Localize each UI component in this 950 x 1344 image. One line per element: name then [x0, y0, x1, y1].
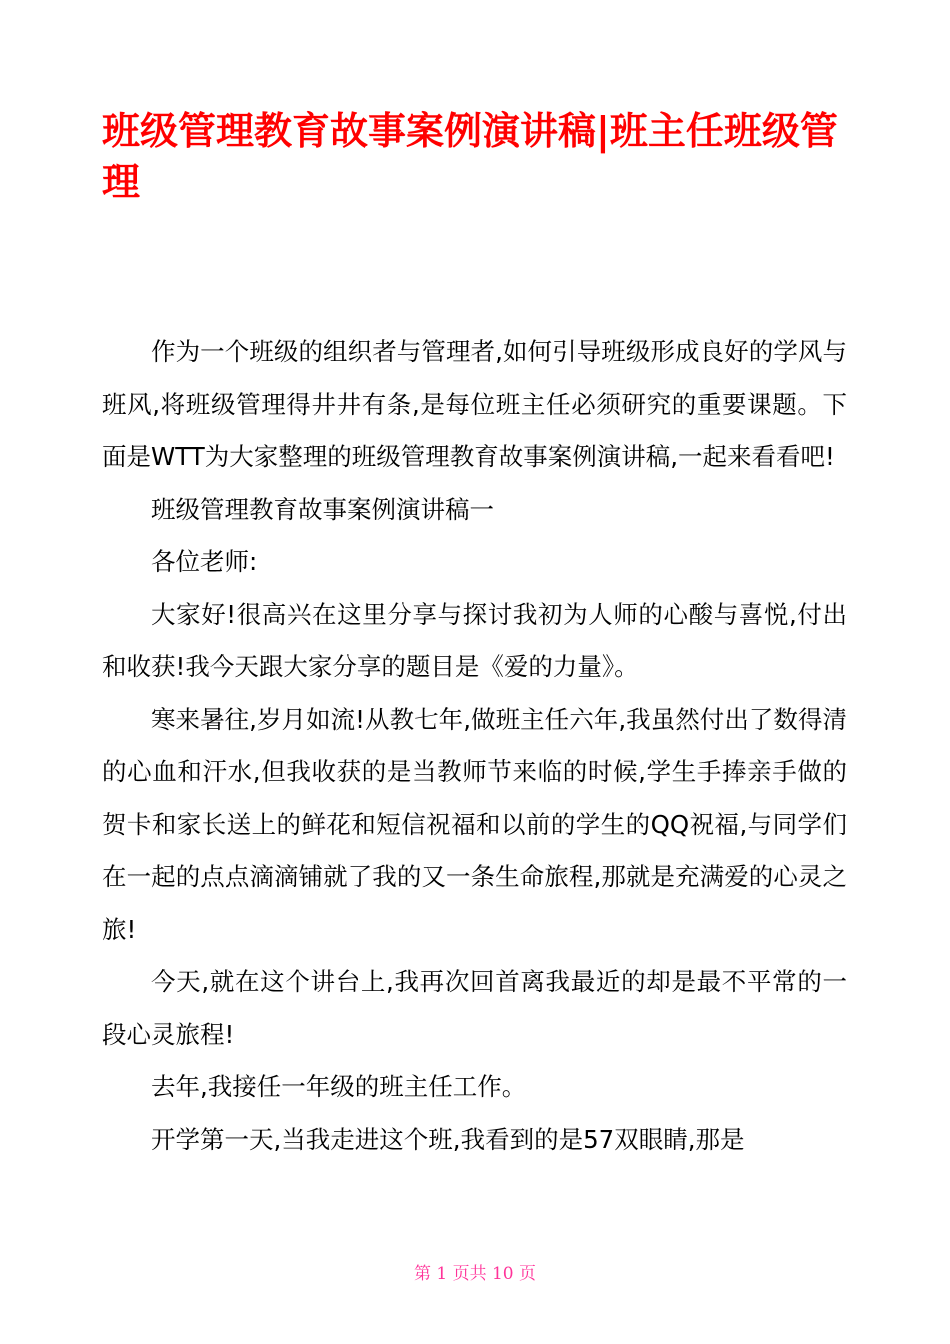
document-body [102, 326, 847, 1166]
paragraph-greeting: 大家好!很高兴在这里分享与探讨我初为人师的心酸与喜悦,付出和收获!我今天跟大家分享的题目是《爱的力量》。 [102, 599, 847, 681]
document-title: 班级管理教育故事案例演讲稿|班主任班级管理 [102, 109, 838, 204]
paragraph-salutation: 各位老师: [151, 547, 258, 576]
paragraph-today: 今天,就在这个讲台上,我再次回首离我最近的却是最不平常的一段心灵旅程! [102, 967, 847, 1049]
paragraph-speech-heading: 班级管理教育故事案例演讲稿一 [151, 494, 494, 524]
paragraph-last-year: 去年,我接任一年级的班主任工作。 [151, 1072, 527, 1101]
paragraph-intro: 作为一个班级的组织者与管理者,如何引导班级形成良好的学风与班风,将班级管理得井井有条,是每位班主任必须研究的重要课题。下面是WTT为大家整理的班级管理教育故事案例演讲稿,一起来看看吧! [102, 337, 847, 471]
paragraph-reflection: 寒来暑往,岁月如流!从教七年,做班主任六年,我虽然付出了数得清的心血和汗水,但我收获的是当教师节来临的时候,学生手捧亲手做的贺卡和家长送上的鲜花和短信祝福和以前的学生的QQ祝福,与同学们在一起的点点滴滴铺就了我的又一条生命旅程,那就是充满爱的心灵之旅! [102, 704, 847, 944]
paragraph-first-day: 开学第一天,当我走进这个班,我看到的是57双眼睛,那是 [151, 1124, 745, 1154]
page-footer: 第 1 页共 10 页 [413, 1264, 537, 1284]
